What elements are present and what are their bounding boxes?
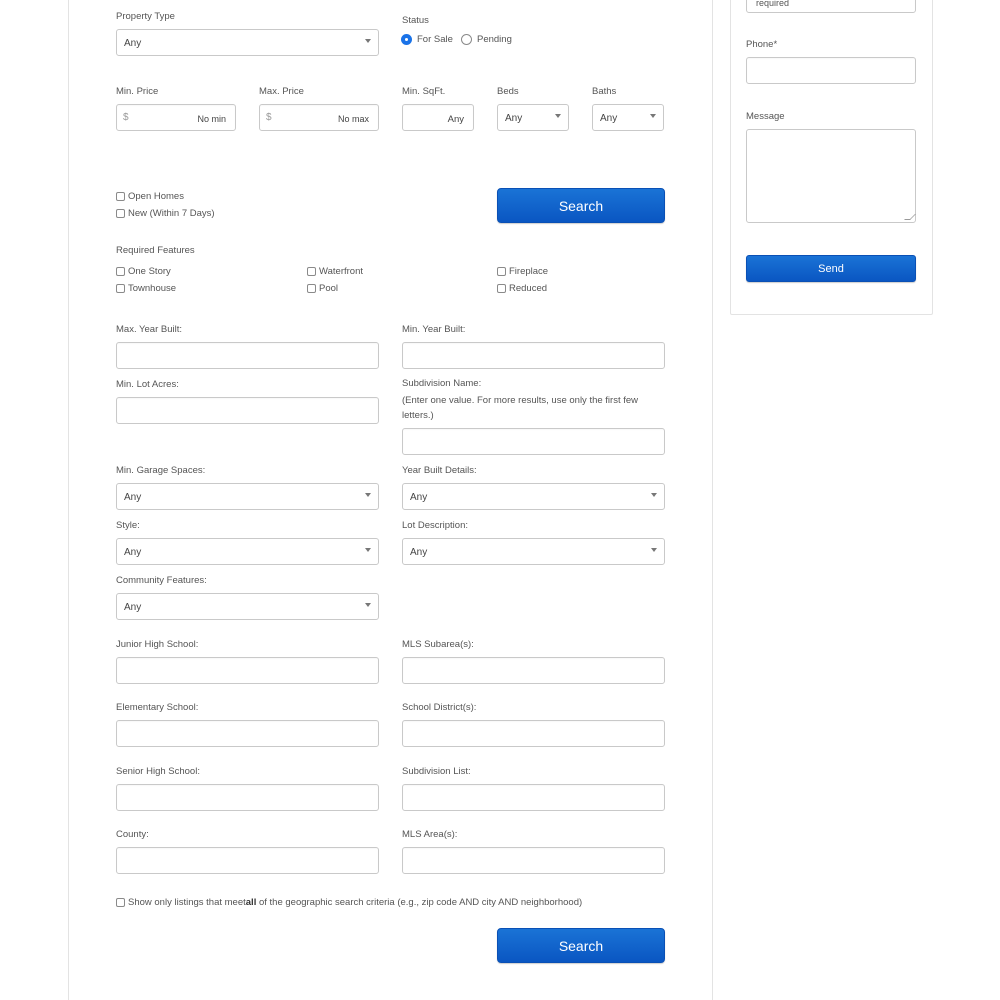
mls-subarea-label: MLS Subarea(s): [402, 639, 474, 650]
subdivision-list-label: Subdivision List: [402, 766, 471, 777]
chevron-down-icon [365, 493, 371, 497]
county-label: County: [116, 829, 149, 840]
chevron-down-icon [555, 114, 561, 118]
chevron-down-icon [650, 114, 656, 118]
min-lot-acres-input[interactable] [116, 397, 379, 424]
search-button[interactable]: Search [497, 188, 665, 223]
chevron-down-icon [365, 548, 371, 552]
checkbox-icon [497, 284, 506, 293]
geographic-all-checkbox[interactable] [116, 897, 582, 908]
school-district-input[interactable] [402, 720, 665, 747]
style-value: Any [124, 547, 142, 558]
checkbox-icon [116, 898, 125, 907]
feature-pool-checkbox[interactable] [307, 283, 338, 294]
search-button-bottom[interactable]: Search [497, 928, 665, 963]
checkbox-icon [307, 284, 316, 293]
checkbox-icon [497, 267, 506, 276]
checkbox-icon [307, 267, 316, 276]
beds-select[interactable] [497, 104, 569, 131]
dollar-prefix: $ [123, 112, 129, 123]
message-label: Message [746, 111, 785, 122]
geographic-note-bold: all [245, 897, 257, 908]
year-built-details-label: Year Built Details: [402, 465, 477, 476]
geographic-note-pre: Show only listings that meet [128, 897, 246, 908]
property-type-label: Property Type [116, 11, 175, 22]
required-features-label: Required Features [116, 245, 195, 256]
feature-fireplace-checkbox[interactable] [497, 266, 548, 277]
feature-label: Fireplace [509, 266, 549, 277]
feature-townhouse-checkbox[interactable] [116, 283, 176, 294]
min-garage-select[interactable] [116, 483, 379, 510]
chevron-down-icon [651, 548, 657, 552]
year-built-details-value: Any [410, 492, 428, 503]
subdivision-list-input[interactable] [402, 784, 665, 811]
beds-value: Any [505, 113, 523, 124]
feature-label: Waterfront [319, 266, 363, 277]
feature-label: Pool [319, 283, 339, 294]
style-label: Style: [116, 520, 140, 531]
min-garage-label: Min. Garage Spaces: [116, 465, 206, 476]
resize-grip-icon[interactable] [904, 214, 916, 220]
max-price-label: Max. Price [259, 86, 304, 97]
message-textarea[interactable] [746, 129, 916, 223]
beds-label: Beds [497, 86, 519, 97]
min-price-label: Min. Price [116, 86, 159, 97]
community-features-select[interactable] [116, 593, 379, 620]
checkbox-icon [116, 192, 125, 201]
chevron-down-icon [651, 493, 657, 497]
lot-description-value: Any [410, 547, 428, 558]
required-input-value: required [756, 0, 790, 8]
county-input[interactable] [116, 847, 379, 874]
status-pending-radio[interactable] [461, 34, 512, 45]
baths-label: Baths [592, 86, 617, 97]
feature-waterfront-checkbox[interactable] [307, 266, 363, 277]
lot-description-select[interactable] [402, 538, 665, 565]
min-sqft-value: Any [447, 114, 464, 125]
min-year-built-input[interactable] [402, 342, 665, 369]
geographic-note-post: of the geographic search criteria (e.g., zip code AND city AND neighborhood) [256, 897, 583, 908]
open-homes-checkbox[interactable] [116, 191, 184, 202]
mls-area-label: MLS Area(s): [402, 829, 458, 840]
new-listings-label: New (Within 7 Days) [128, 208, 215, 219]
subdivision-name-hint: (Enter one value. For more results, use only the first few letters.) [402, 395, 639, 421]
elementary-label: Elementary School: [116, 702, 199, 713]
max-price-input[interactable] [259, 104, 379, 131]
feature-label: Townhouse [128, 283, 177, 294]
min-lot-acres-label: Min. Lot Acres: [116, 379, 179, 390]
feature-one-story-checkbox[interactable] [116, 266, 171, 277]
status-label: Status [402, 15, 429, 26]
open-homes-label: Open Homes [128, 191, 184, 202]
checkbox-icon [116, 209, 125, 218]
min-sqft-label: Min. SqFt. [402, 86, 446, 97]
school-district-label: School District(s): [402, 702, 477, 713]
senior-high-input[interactable] [116, 784, 379, 811]
junior-high-label: Junior High School: [116, 639, 199, 650]
min-sqft-input[interactable] [402, 104, 474, 131]
phone-label: Phone* [746, 39, 778, 50]
mls-area-input[interactable] [402, 847, 665, 874]
lot-description-label: Lot Description: [402, 520, 469, 531]
junior-high-input[interactable] [116, 657, 379, 684]
community-features-label: Community Features: [116, 575, 207, 586]
checkbox-icon [116, 267, 125, 276]
chevron-down-icon [365, 603, 371, 607]
min-garage-value: Any [124, 492, 142, 503]
radio-selected-icon [401, 34, 412, 45]
subdivision-name-input[interactable] [402, 428, 665, 455]
send-button[interactable]: Send [746, 255, 916, 282]
status-for-sale-radio[interactable] [401, 34, 453, 45]
required-input[interactable] [746, 0, 916, 13]
radio-unselected-icon [461, 34, 472, 45]
style-select[interactable] [116, 538, 379, 565]
baths-value: Any [600, 113, 618, 124]
max-price-value: No max [337, 114, 369, 124]
baths-select[interactable] [592, 104, 664, 131]
min-price-input[interactable] [116, 104, 236, 131]
subdivision-name-label: Subdivision Name: [402, 378, 482, 389]
senior-high-label: Senior High School: [116, 766, 200, 777]
min-price-value: No min [197, 114, 226, 124]
mls-subarea-input[interactable] [402, 657, 665, 684]
feature-label: Reduced [509, 283, 548, 294]
max-year-built-label: Max. Year Built: [116, 324, 183, 335]
feature-label: One Story [128, 266, 171, 277]
new-listings-checkbox[interactable] [116, 208, 215, 219]
property-type-value: Any [124, 38, 142, 49]
checkbox-icon [116, 284, 125, 293]
community-features-value: Any [124, 602, 142, 613]
phone-input[interactable] [746, 57, 916, 84]
feature-reduced-checkbox[interactable] [497, 283, 547, 294]
year-built-details-select[interactable] [402, 483, 665, 510]
property-type-select[interactable] [116, 29, 379, 56]
chevron-down-icon [365, 39, 371, 43]
status-pending-label: Pending [477, 34, 512, 45]
dollar-prefix: $ [266, 112, 272, 123]
elementary-input[interactable] [116, 720, 379, 747]
status-for-sale-label: For Sale [417, 34, 453, 45]
max-year-built-input[interactable] [116, 342, 379, 369]
min-year-built-label: Min. Year Built: [402, 324, 466, 335]
